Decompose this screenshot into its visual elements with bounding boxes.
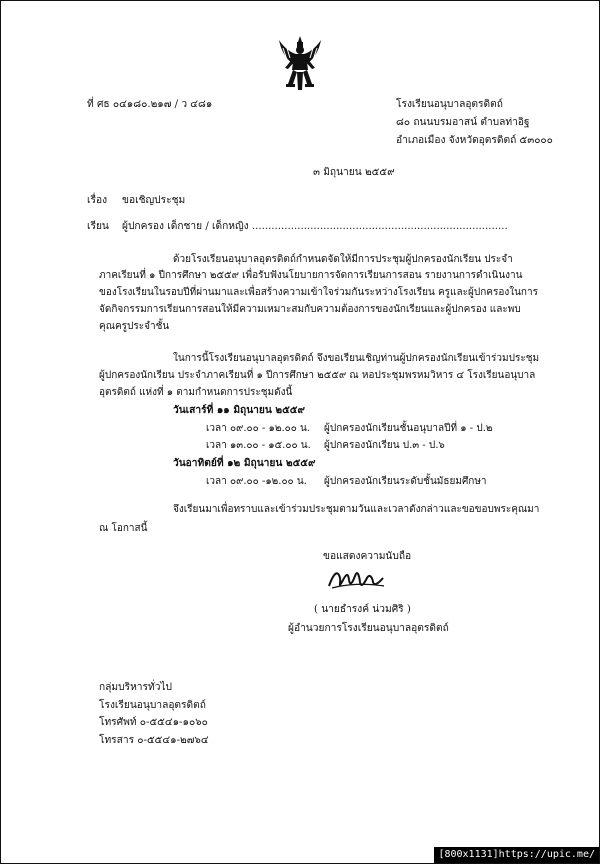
letter-date: ๓ มิถุนายน ๒๕๕๙ (313, 167, 395, 178)
schedule-desc: ผู้ปกครองนักเรียน ป.๓ - ป.๖ (324, 440, 445, 451)
schedule-time: เวลา ๑๓.๐๐ - ๑๕.๐๐ น. (206, 440, 311, 451)
para2-line-1: ในการนี้โรงเรียนอนุบาลอุตรดิตถ์ จึงขอเรียนเชิญท่านผู้ปกครองนักเรียนเข้าร่วมประชุม (173, 353, 540, 364)
para1-line-4: จัดกิจกรรมการเรียนการสอนให้มีความเหมาะสมกับความต้องการของนักเรียนและผู้ปกครอง และพบ (99, 304, 521, 315)
para1-line-2: ภาคเรียนที่ ๑ ปีการศึกษา ๒๕๕๙ เพื่อรับฟังนโยบายการจัดการเรียนการสอน รายงานการดำเนินงาน (99, 270, 523, 281)
para1-line-3: ของโรงเรียนในรอบปีที่ผ่านมาและเพื่อสร้างความเข้าใจร่วมกันระหว่างโรงเรียน ครูและผู้ปกครองในการ (99, 287, 538, 298)
subject-label: เรื่อง (87, 195, 108, 206)
closing-line-2: ณ โอกาสนี้ (99, 523, 148, 534)
department-name: กลุ่มบริหารทั่วไป (99, 682, 172, 693)
fax-number: โทรสาร ๐-๕๕๔๑-๒๗๖๔ (99, 735, 209, 746)
para2-line-2: ผู้ปกครองนักเรียน ประจำภาคเรียนที่ ๑ ปีการศึกษา ๒๕๕๙ ณ หอประชุมพรหมวิหาร ๔ โรงเรียนอนุบาล (99, 370, 536, 381)
schedule-day-1: วันเสาร์ที่ ๑๑ มิถุนายน ๒๕๕๙ (173, 404, 305, 416)
recipient-text: ผู้ปกครอง เด็กชาย / เด็กหญิง ............................................................................... (122, 221, 508, 232)
schedule-day-2: วันอาทิตย์ที่ ๑๒ มิถุนายน ๒๕๕๙ (173, 457, 316, 469)
regards-text: ขอแสดงความนับถือ (323, 551, 412, 562)
image-watermark: [800x1131]https://upic.me/ (434, 847, 599, 863)
signer-title: ผู้อำนวยการโรงเรียนอนุบาลอุตรดิตถ์ (288, 623, 449, 634)
schedule-desc: ผู้ปกครองนักเรียนระดับชั้นมัธยมศึกษา (324, 476, 487, 487)
subject-text: ขอเชิญประชุม (122, 195, 186, 206)
footer-school-name: โรงเรียนอนุบาลอุตรดิตถ์ (99, 700, 206, 711)
reference-number: ที่ ศธ ๐๔๑๘๐.๒๑๗ / ว ๔๘๑ (87, 99, 213, 110)
closing-line-1: จึงเรียนมาเพื่อทราบและเข้าร่วมประชุมตามวันและเวลาดังกล่าวและขอขอบพระคุณมา (173, 504, 540, 515)
phone-number: โทรศัพท์ ๐-๕๕๔๑-๑๐๖๐ (99, 717, 208, 728)
signer-name: ( นายธำรงค์ น่วมศิริ ) (314, 604, 411, 615)
para1-line-5: คุณครูประจำชั้น (99, 321, 170, 332)
school-street: ๘๐ ถนนบรมอาสน์ ตำบลท่าอิฐ (396, 117, 530, 128)
para1-line-1: ด้วยโรงเรียนอนุบาลอุตรดิตถ์กำหนดจัดให้มีการประชุมผู้ปกครองนักเรียน ประจำ (173, 254, 513, 265)
para2-line-3: อุตรดิตถ์ แห่งที่ ๑ ตามกำหนดการประชุมดังนี้ (99, 387, 293, 398)
signature-icon (326, 564, 386, 594)
schedule-desc: ผู้ปกครองนักเรียนชั้นอนุบาลปีที่ ๑ - ป.๒ (324, 423, 493, 434)
schedule-time: เวลา ๐๙.๐๐ -๑๒.๐๐ น. (206, 476, 307, 487)
school-district: อำเภอเมือง จังหวัดอุตรดิตถ์ ๕๓๐๐๐ (396, 135, 553, 146)
schedule-time: เวลา ๐๙.๐๐ - ๑๒.๐๐ น. (206, 423, 311, 434)
school-name: โรงเรียนอนุบาลอุตรดิตถ์ (396, 99, 503, 110)
garuda-emblem-icon (277, 34, 323, 94)
recipient-label: เรียน (87, 221, 109, 232)
